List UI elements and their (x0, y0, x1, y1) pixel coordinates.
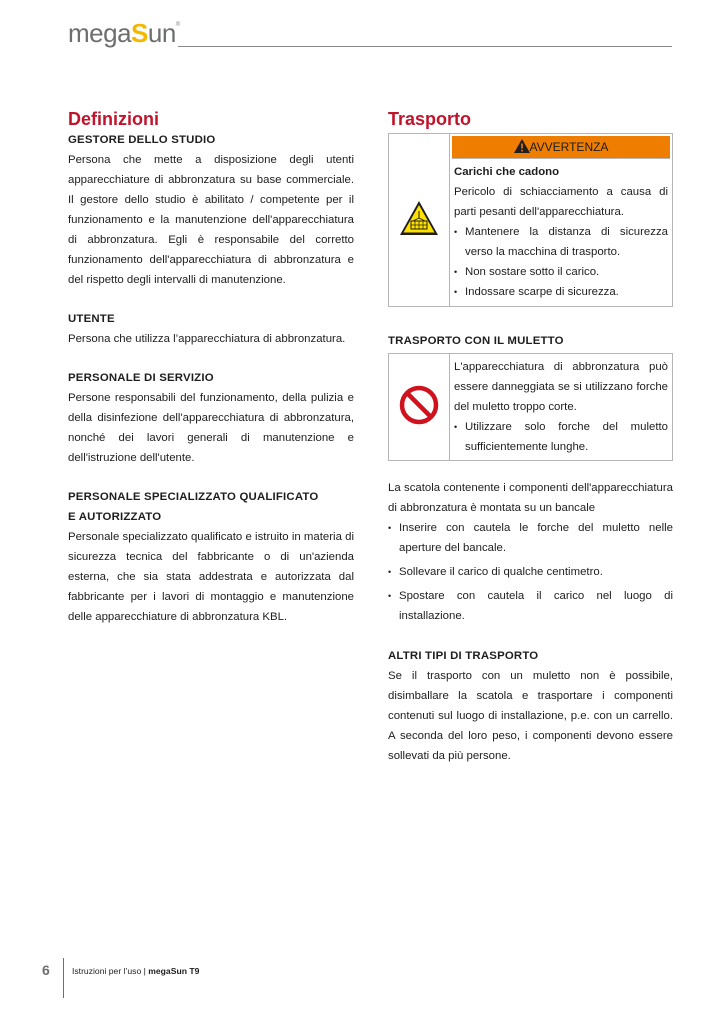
subheading-trasporto-muletto: TRASPORTO CON IL MULETTO (388, 335, 564, 347)
step-item: • Sollevare il carico di qualche centimetro. (388, 562, 673, 582)
header-rule (178, 46, 672, 47)
warning-box (388, 133, 673, 307)
section-title-trasporto: Trasporto (388, 109, 472, 129)
section-title-definizioni: Definizioni (68, 109, 159, 129)
logo-text-prefix: mega (68, 18, 132, 48)
warning-title: Carichi che cadono (454, 166, 560, 178)
paragraph-altri-tipi: Se il trasporto con un muletto non è possibile, disimballare la scatola e trasportare i componenti contenuti sul luogo di installazione, p.e. con un carrello. A seconda del loro peso, i componenti devono essere sollevati da più persone. (388, 670, 673, 762)
megasun-logo (68, 20, 180, 46)
page-number: 6 (42, 962, 50, 978)
falling-load-warning-icon (399, 200, 439, 236)
warning-text-cell (450, 134, 673, 307)
subheading-utente: UTENTE (68, 313, 115, 325)
warning-triangle-icon (514, 139, 530, 153)
paragraph-personale-specializzato: Personale specializzato qualificato e istruito in materia di sicurezza tecnica del fabbricante o di un'azienda esterna, che sia stata addestrata e autorizzata dal fabbricante per i lavori di montaggio e manutenzione delle apparecchiature di abbronzatura KBL. (68, 531, 354, 623)
subheading-personale-servizio: PERSONALE DI SERVIZIO (68, 372, 214, 384)
paragraph-gestore: Persona che mette a disposizione degli utenti apparecchiature di abbronzatura su base commerciale. Il gestore dello studio è abilitato / competente per il funzionamento e la manutenzione dell'apparecchiatura di abbronzatura. Egli è responsabile del corretto funzionamento dell'apparecchiatura di abbronzatura e del rispetto degli intervalli di manutenzione. (68, 154, 354, 286)
paragraph-utente: Persona che utilizza l’apparecchiatura di abbronzatura. (68, 333, 346, 345)
warning-text: Pericolo di schiacciamento a causa di parti pesanti dell'apparecchiatura. (454, 186, 668, 218)
warning-bullet: • Mantenere la distanza di sicurezza verso la macchina di trasporto. (454, 222, 668, 262)
note-icon-cell (389, 354, 450, 461)
subheading-gestore: GESTORE DELLO STUDIO (68, 134, 216, 146)
subheading-altri-tipi: ALTRI TIPI DI TRASPORTO (388, 650, 539, 662)
step-item: • Spostare con cautela il carico nel luogo di installazione. (388, 586, 673, 626)
logo-text-suffix: un (147, 18, 176, 48)
subheading-line-2: E AUTORIZZATO (68, 511, 162, 523)
paragraph-personale-servizio: Persone responsabili del funzionamento, della pulizia e della disinfezione dell'apparecchiatura di abbronzatura, nonché dei lavori generali di manutenzione e dell'istruzione dell'utente. (68, 392, 354, 464)
warning-header (452, 136, 670, 159)
note-box (388, 353, 673, 461)
definitions-column (68, 108, 354, 627)
warning-label: AVVERTENZA (529, 140, 609, 154)
warning-bullet: • Indossare scarpe di sicurezza. (454, 282, 668, 302)
subheading-personale-specializzato (68, 487, 354, 527)
warning-icon-cell (389, 134, 450, 307)
note-text-cell (450, 354, 673, 461)
footer-doc-title (72, 966, 199, 976)
note-bullet: • Utilizzare solo forche del muletto sufficientemente lunghe. (454, 417, 668, 457)
footer-doc-label: Istruzioni per l’uso | (72, 966, 149, 976)
logo-text-s: S (131, 18, 148, 48)
prohibition-icon (399, 385, 439, 425)
footer-rule (63, 958, 64, 998)
paragraph-bancale: La scatola contenente i componenti dell'apparecchiatura di abbronzatura è montata su un bancale (388, 482, 673, 514)
transport-column (388, 108, 673, 766)
note-text: L'apparecchiatura di abbronzatura può essere danneggiata se si utilizzano forche del muletto troppo corte. (454, 361, 668, 413)
warning-bullet: • Non sostare sotto il carico. (454, 262, 668, 282)
subheading-line-1: PERSONALE SPECIALIZZATO QUALIFICATO (68, 491, 319, 503)
registered-mark: ® (175, 22, 180, 28)
step-item: • Inserire con cautela le forche del muletto nelle aperture del bancale. (388, 518, 673, 558)
footer-product-name: megaSun T9 (148, 966, 200, 976)
